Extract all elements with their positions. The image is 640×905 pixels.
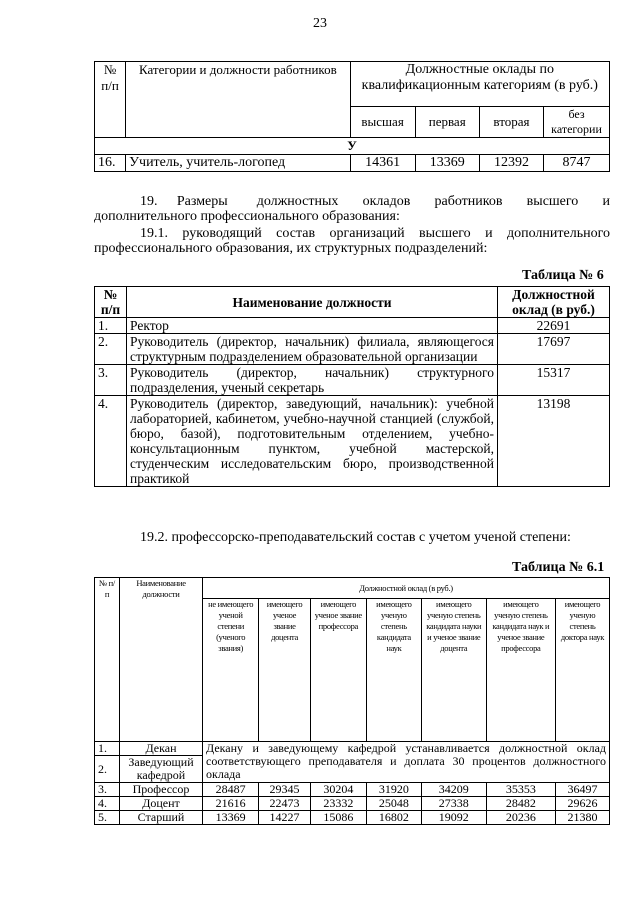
row-salary: 17697: [498, 334, 610, 365]
table-6-label: Таблица № 6: [522, 268, 604, 283]
row-name: Руководитель (директор, начальник) структурного подразделения, ученый секретарь: [127, 365, 498, 396]
merged-note: Декану и заведующему кафедрой устанавливается должностной оклад соответствующего преподавателя и доплата 30 процентов должностного оклада: [203, 742, 610, 783]
value-none: 8747: [544, 155, 610, 172]
value-cell: 14227: [259, 811, 310, 825]
value-cell: 29626: [555, 797, 609, 811]
row-name: Ректор: [127, 318, 498, 334]
subheader-candidate-professor: имеющего ученую степень кандидата наук и ученое звание профессора: [486, 599, 555, 742]
salary-table-management: [94, 286, 610, 487]
value-cell: 20236: [486, 811, 555, 825]
value-cell: 21616: [203, 797, 259, 811]
value-highest: 14361: [350, 155, 415, 172]
row-name: Учитель, учитель-логопед: [126, 155, 351, 172]
value-cell: 31920: [366, 783, 421, 797]
row-num: 2.: [95, 756, 120, 783]
category-highest: высшая: [350, 107, 415, 138]
category-first: первая: [415, 107, 479, 138]
row-num: 16.: [95, 155, 126, 172]
salary-table-faculty: [94, 577, 610, 825]
header-name: Наименование должности: [127, 287, 498, 318]
category-second: вторая: [479, 107, 543, 138]
value-cell: 19092: [421, 811, 486, 825]
value-second: 12392: [479, 155, 543, 172]
value-cell: 21380: [555, 811, 609, 825]
value-cell: 28487: [203, 783, 259, 797]
subheader-candidate-docent: имеющего ученую степень кандидата науки и ученое звание доцента: [421, 599, 486, 742]
subheader-candidate: имеющего ученую степень кандидата наук: [366, 599, 421, 742]
row-num: 2.: [95, 334, 127, 365]
row-num: 3.: [95, 783, 120, 797]
value-cell: 36497: [555, 783, 609, 797]
subheader-docent: имеющего ученое звание доцента: [259, 599, 310, 742]
header-salary: Должностной оклад (в руб.): [203, 578, 610, 599]
category-none: без категории: [544, 107, 610, 138]
row-num: 4.: [95, 396, 127, 487]
row-num: 4.: [95, 797, 120, 811]
value-cell: 27338: [421, 797, 486, 811]
value-first: 13369: [415, 155, 479, 172]
value-cell: 15086: [310, 811, 366, 825]
value-cell: 13369: [203, 811, 259, 825]
section-label: У: [95, 138, 610, 155]
page-number: 23: [313, 16, 327, 31]
row-name: Декан: [120, 742, 203, 756]
row-name: Доцент: [120, 797, 203, 811]
paragraph-19-1: 19.1. руководящий состав организаций высшего и дополнительного профессионального образования, их структурных подразделений:: [94, 226, 610, 256]
header-category: Категории и должности работников: [126, 62, 351, 138]
value-cell: 34209: [421, 783, 486, 797]
header-num: № п/п: [95, 287, 127, 318]
row-salary: 13198: [498, 396, 610, 487]
value-cell: 29345: [259, 783, 310, 797]
row-num: 5.: [95, 811, 120, 825]
paragraph-19-2: 19.2. профессорско-преподавательский состав с учетом ученой степени:: [140, 530, 571, 545]
header-salary: Должностной оклад (в руб.): [498, 287, 610, 318]
row-num: 3.: [95, 365, 127, 396]
header-num: № п/ п: [95, 578, 120, 742]
row-name: Руководитель (директор, заведующий, начальник): учебной лабораторией, кабинетом, учебно-научной станцией (службой, бюро, базой), подготовительным отделением, учебно-консультационным пунктом, учебной мастерской, студенческим исследовательским бюро, производственной практикой: [127, 396, 498, 487]
value-cell: 35353: [486, 783, 555, 797]
row-salary: 22691: [498, 318, 610, 334]
value-cell: 30204: [310, 783, 366, 797]
row-num: 1.: [95, 318, 127, 334]
subheader-professor: имеющего ученое звание профессора: [310, 599, 366, 742]
header-name: Наименование должности: [120, 578, 203, 742]
value-cell: 25048: [366, 797, 421, 811]
value-cell: 23332: [310, 797, 366, 811]
value-cell: 16802: [366, 811, 421, 825]
row-salary: 15317: [498, 365, 610, 396]
value-cell: 28482: [486, 797, 555, 811]
paragraph-19: 19. Размеры должностных окладов работников высшего и дополнительного профессионального образования:: [94, 194, 610, 224]
header-salary: Должностные оклады по квалификационным категориям (в руб.): [350, 62, 609, 107]
row-name: Старший: [120, 811, 203, 825]
subheader-doctor: имеющего ученую степень доктора наук: [555, 599, 609, 742]
row-num: 1.: [95, 742, 120, 756]
subheader-no-degree: не имеющего ученой степени (ученого звания): [203, 599, 259, 742]
table-6-1-label: Таблица № 6.1: [512, 560, 605, 575]
salary-table-teachers: [94, 61, 610, 172]
row-name: Руководитель (директор, начальник) филиала, являющегося структурным подразделением образовательной организации: [127, 334, 498, 365]
row-name: Заведующий кафедрой: [120, 756, 203, 783]
value-cell: 22473: [259, 797, 310, 811]
header-num: № п/п: [95, 62, 126, 138]
row-name: Профессор: [120, 783, 203, 797]
